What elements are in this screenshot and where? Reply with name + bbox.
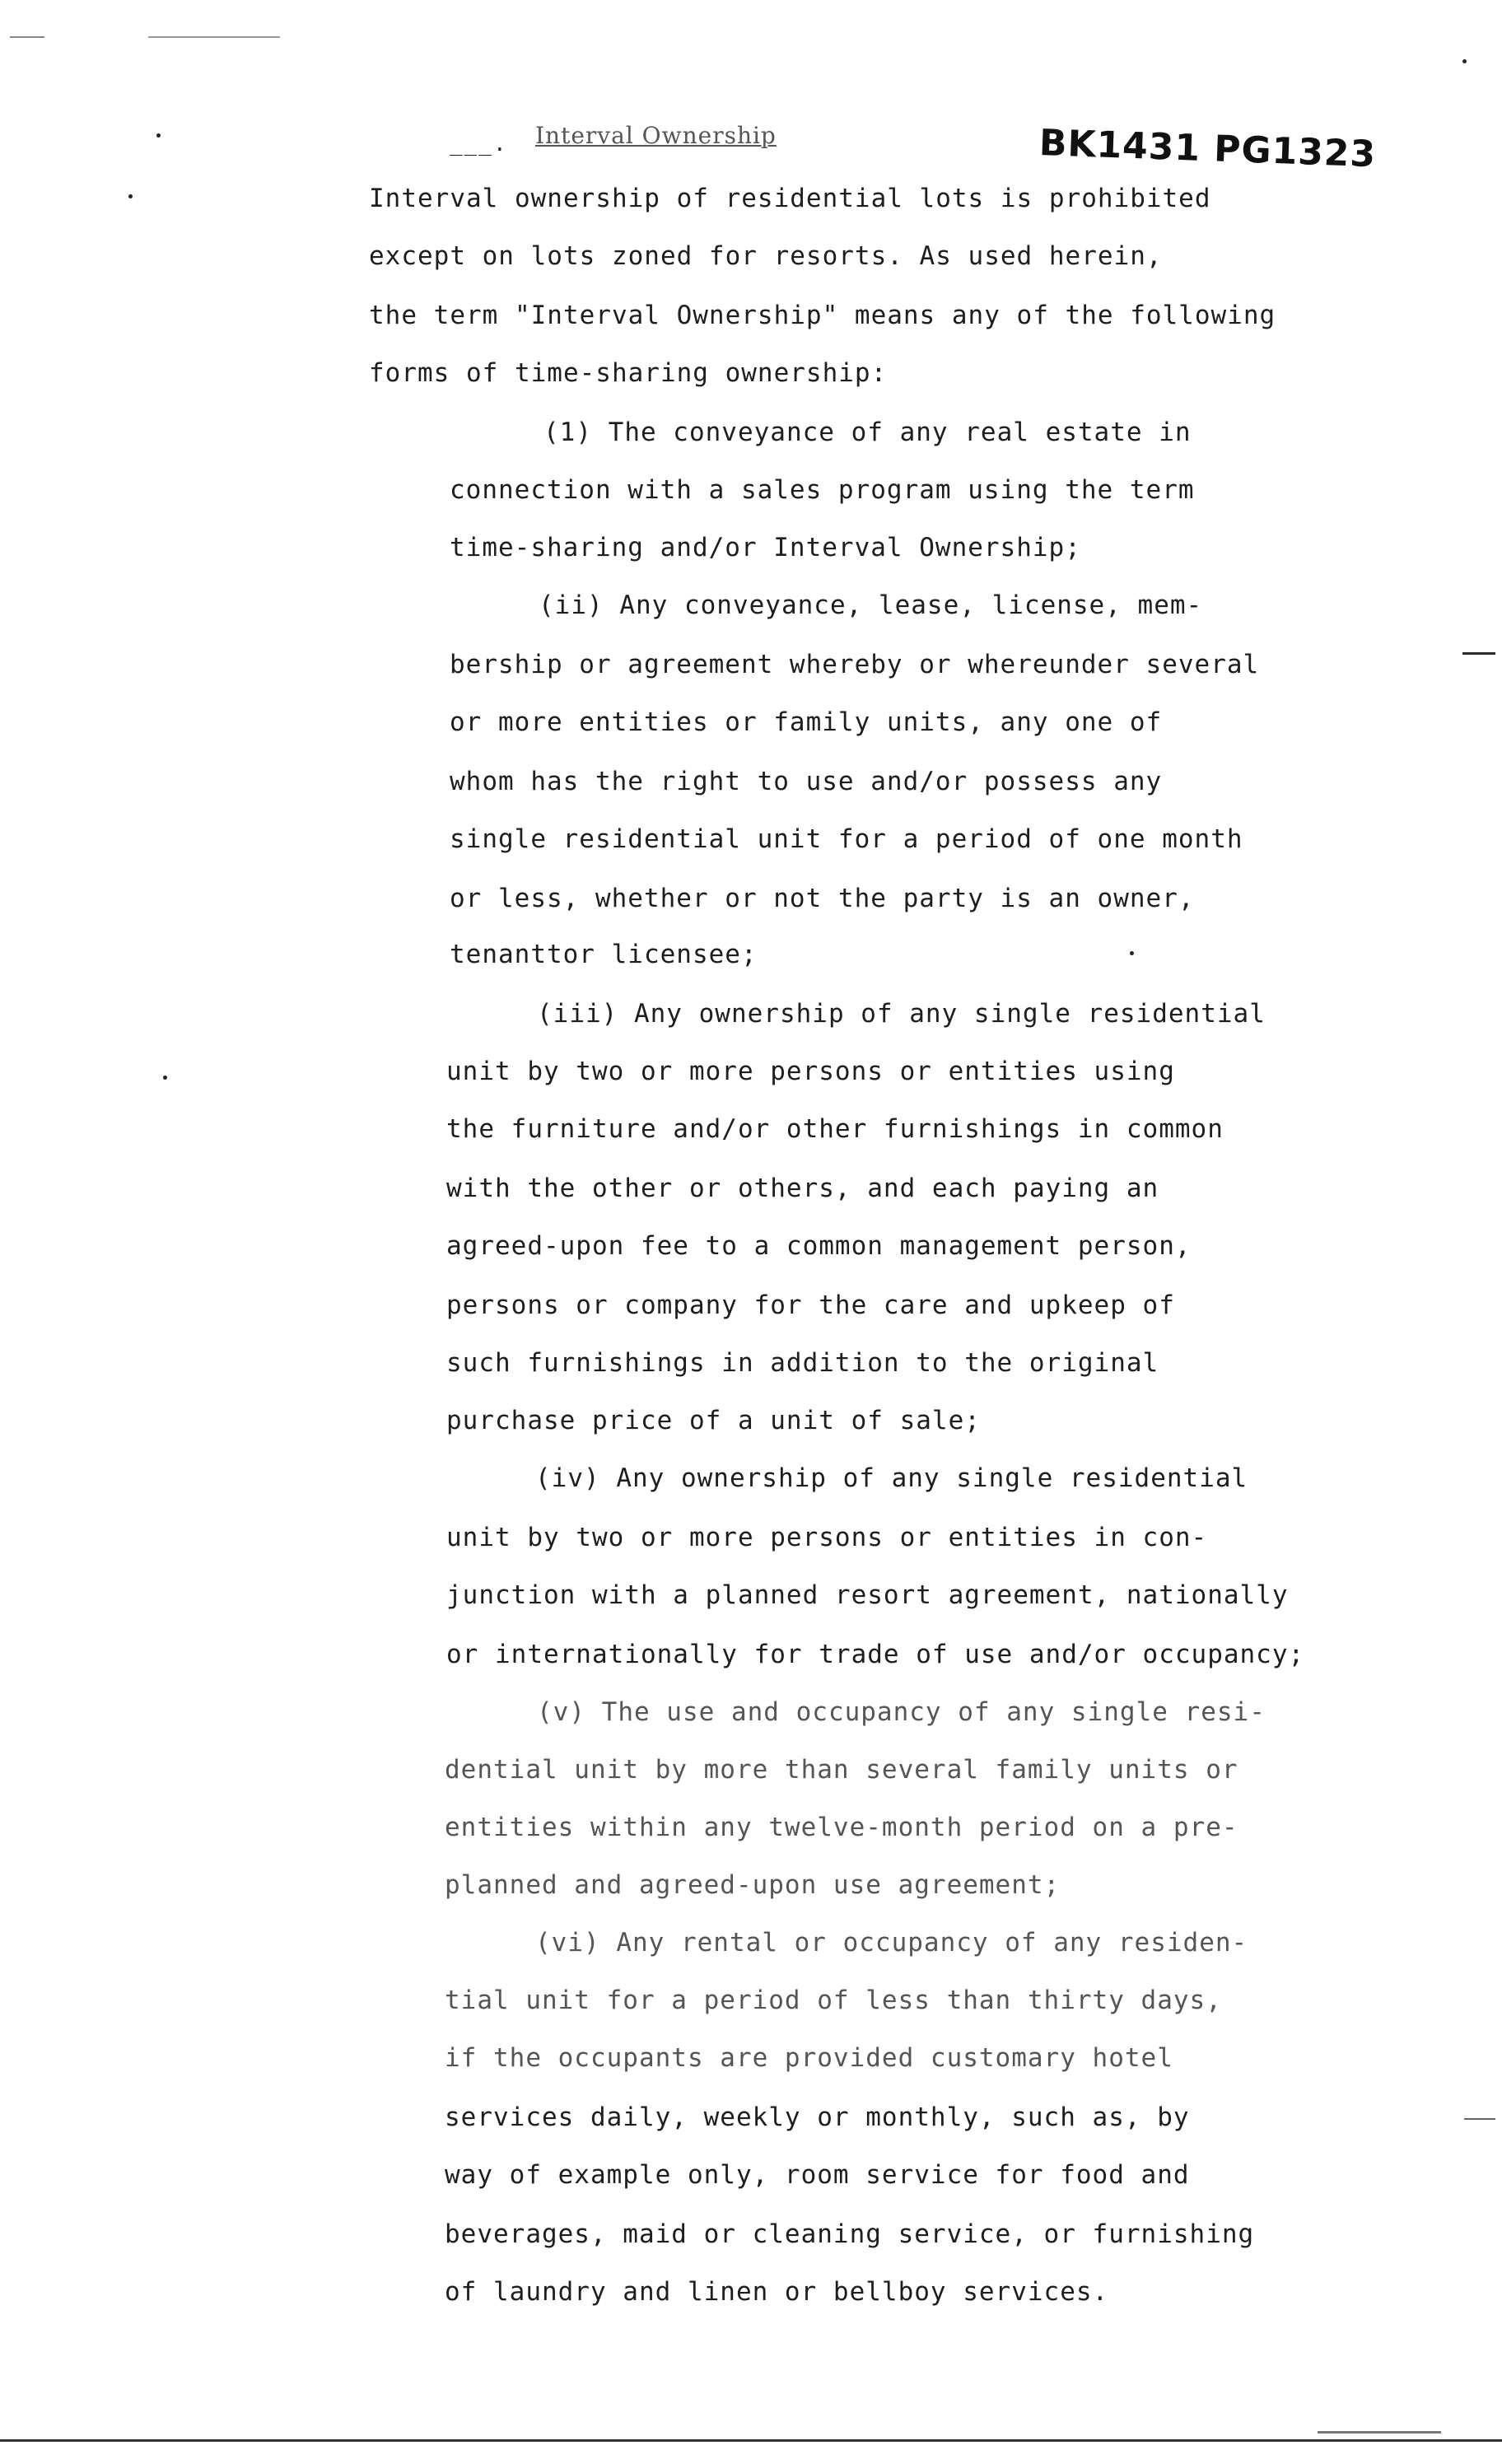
text-line: purchase price of a unit of sale; [446, 1406, 981, 1435]
text-line: time-sharing and/or Interval Ownership; [450, 533, 1081, 562]
text-line: unit by two or more persons or entities using [446, 1057, 1175, 1086]
scan-dot [156, 133, 161, 138]
text-line: or less, whether or not the party is an owner, [450, 884, 1195, 913]
text-line: dential unit by more than several family units or [445, 1755, 1238, 1785]
text-line: bership or agreement whereby or whereunder several [450, 650, 1260, 679]
scan-dot [128, 194, 133, 198]
scan-dot [163, 1076, 167, 1080]
text-line: or internationally for trade of use and/or occupancy; [446, 1640, 1305, 1669]
text-line: beverages, maid or cleaning service, or furnishing [445, 2219, 1255, 2249]
text-line: persons or company for the care and upkeep of [446, 1290, 1175, 1320]
text-line: tenanttor licensee; [450, 940, 758, 969]
text-line: whom has the right to use and/or possess any [450, 767, 1163, 796]
text-line: tial unit for a period of less than thirty days, [445, 1986, 1222, 2015]
section-title: Interval Ownership [535, 122, 777, 149]
scan-mark-top-left [10, 36, 44, 38]
scan-dot [1462, 59, 1467, 63]
text-line: such furnishings in addition to the original [446, 1348, 1159, 1378]
text-line: Interval ownership of residential lots is prohibited [369, 184, 1211, 213]
scan-dot [1130, 951, 1134, 955]
scan-mark-right-1 [1462, 652, 1495, 655]
book-page-stamp: BK1431 PG1323 [1038, 122, 1377, 176]
text-line: (1) The conveyance of any real estate in [543, 418, 1192, 447]
text-line: (vi) Any rental or occupancy of any residen- [535, 1928, 1248, 1958]
text-line: junction with a planned resort agreement, nationally [446, 1580, 1289, 1610]
text-line: the term "Interval Ownership" means any of the following [369, 301, 1276, 330]
text-line: services daily, weekly or monthly, such as, by [445, 2102, 1190, 2132]
text-line: planned and agreed-upon use agreement; [445, 1870, 1061, 1900]
text-line: if the occupants are provided customary hotel [445, 2043, 1173, 2073]
text-line: connection with a sales program using the term [450, 475, 1195, 505]
text-line: with the other or others, and each paying an [446, 1174, 1159, 1203]
text-line: entities within any twelve-month period on a pre- [445, 1813, 1238, 1842]
text-line: forms of time-sharing ownership: [369, 358, 888, 388]
scan-mark-top-left-2 [148, 36, 280, 38]
text-line: single residential unit for a period of one month [450, 824, 1243, 854]
text-line: the furniture and/or other furnishings in common [446, 1114, 1224, 1144]
text-line: (iii) Any ownership of any single residential [537, 999, 1266, 1029]
text-line: or more entities or family units, any one of [450, 707, 1163, 737]
scan-mark-bottom-right [1318, 2431, 1441, 2434]
header-mark: ___. [450, 132, 508, 156]
text-line: (ii) Any conveyance, lease, license, mem- [539, 590, 1203, 620]
text-line: unit by two or more persons or entities in con- [446, 1523, 1208, 1552]
text-line: way of example only, room service for food and [445, 2160, 1190, 2190]
scan-mark-right-2 [1464, 2118, 1495, 2120]
text-line: (iv) Any ownership of any single residential [535, 1463, 1248, 1493]
text-line: (v) The use and occupancy of any single resi- [537, 1697, 1266, 1727]
scan-bottom-edge [0, 2439, 1502, 2442]
text-line: of laundry and linen or bellboy services. [445, 2277, 1109, 2307]
text-line: except on lots zoned for resorts. As used herein, [369, 241, 1163, 271]
text-line: agreed-upon fee to a common management person, [446, 1231, 1192, 1261]
